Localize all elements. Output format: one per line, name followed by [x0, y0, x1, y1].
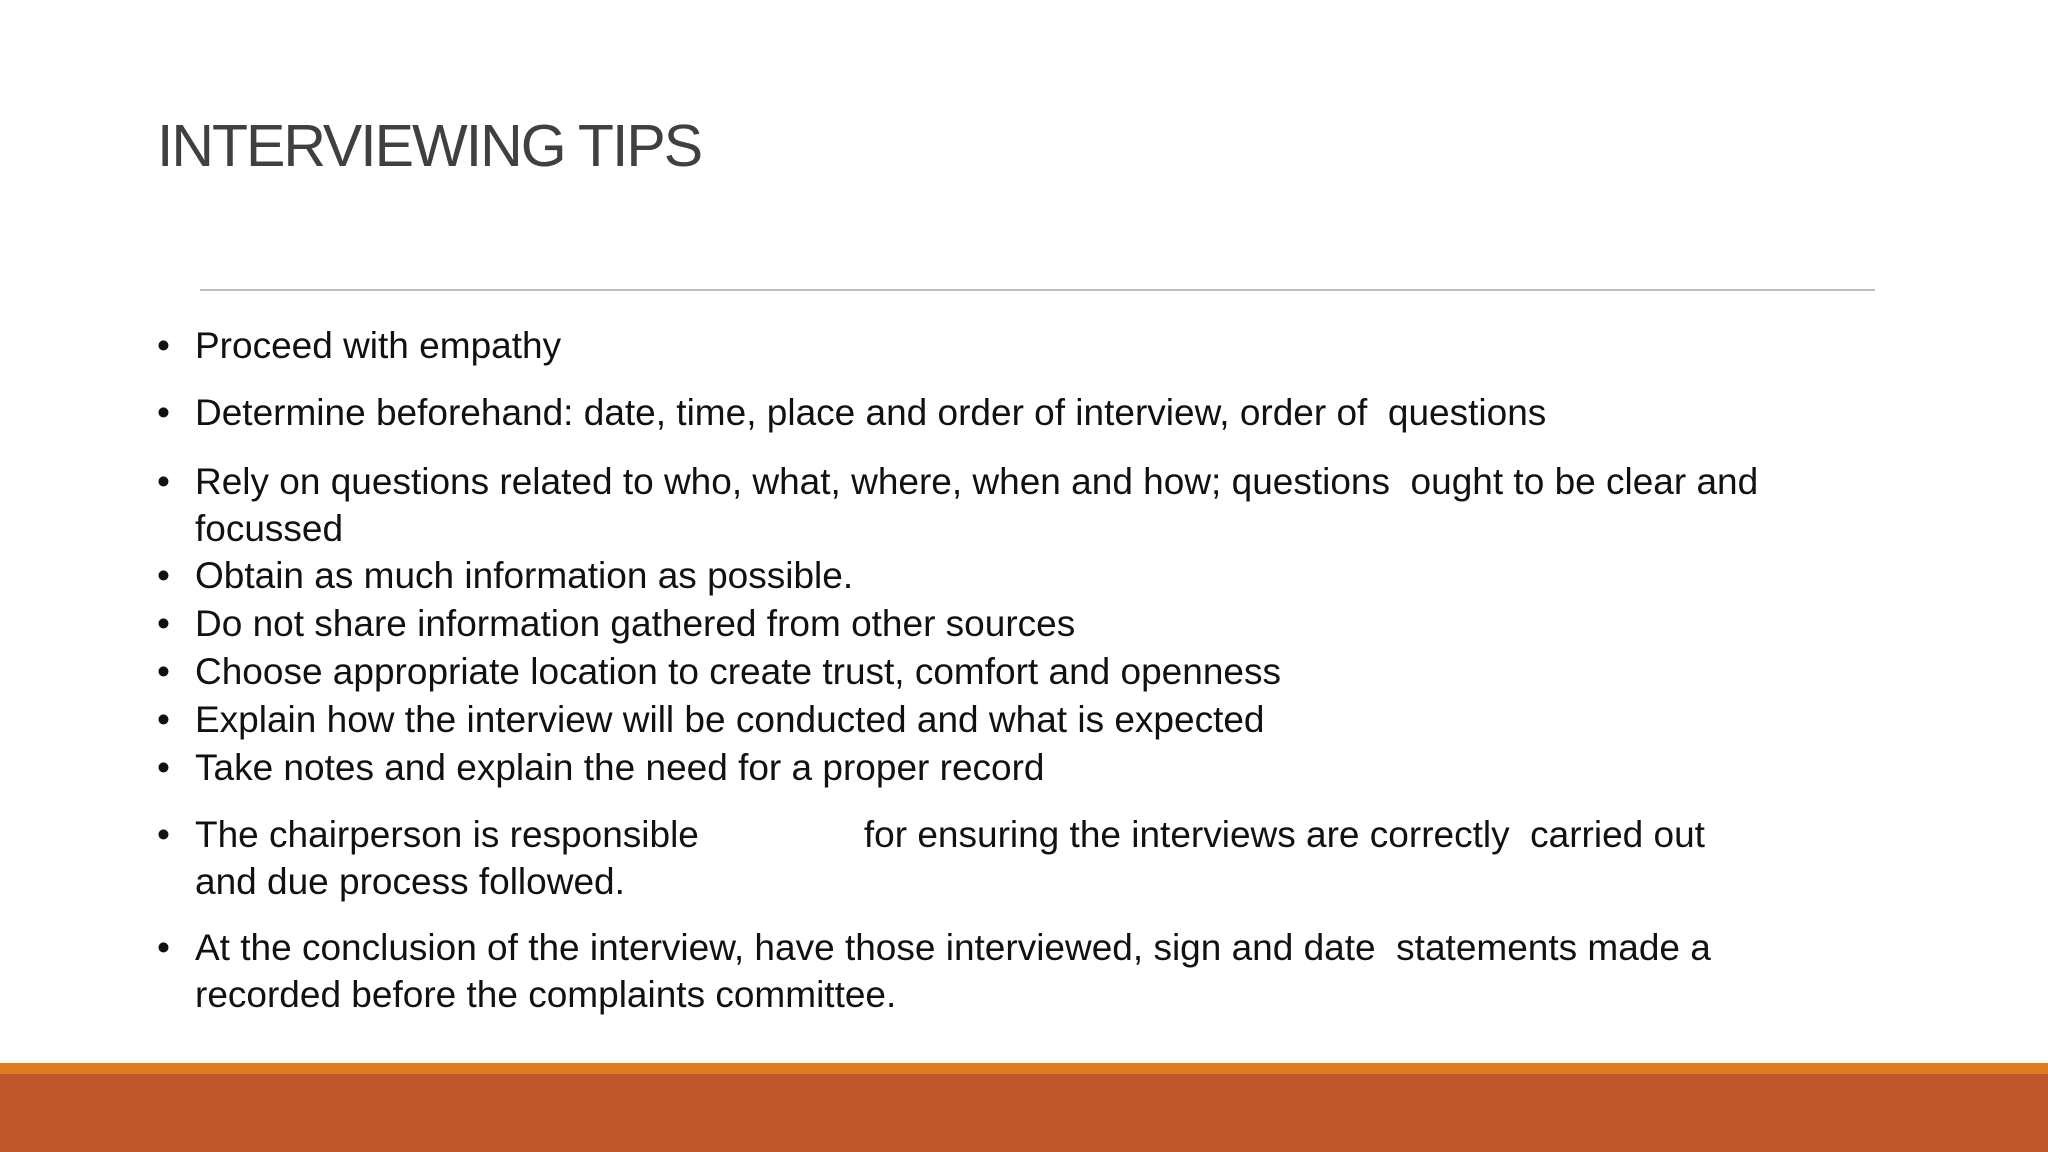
- bullet-text: Take notes and explain the need for a proper record: [195, 747, 1045, 788]
- bullet-dot: •: [157, 325, 170, 366]
- bullet-text: Rely on questions related to who, what, where, when and how; questions ought to be clear and focussed: [195, 461, 1759, 549]
- title-divider: [200, 289, 1875, 291]
- bullet-text: Choose appropriate location to create trust, comfort and openness: [195, 651, 1281, 692]
- bullet-text: Obtain as much information as possible.: [195, 555, 854, 596]
- footer-band: [0, 1074, 2048, 1152]
- bullet-text: [195, 811, 1795, 905]
- footer-accent-stripe: [0, 1063, 2048, 1074]
- bullet-dot: •: [157, 927, 170, 968]
- bullet-dot: •: [157, 603, 170, 644]
- bullet-dot: •: [157, 699, 170, 740]
- bullet-text: Do not share information gathered from other sources: [195, 603, 1076, 644]
- bullet-text: Explain how the interview will be conducted and what is expected: [195, 699, 1265, 740]
- bullet-dot: •: [157, 747, 170, 788]
- bullet-text-continuation: for ensuring the interviews are correctly carried out and due process followed.: [195, 814, 1705, 902]
- bullet-text: At the conclusion of the interview, have those interviewed, sign and date statements made a recorded before the complaints committee.: [195, 927, 1711, 1015]
- bullet-dot: •: [157, 814, 170, 855]
- bullet-dot: •: [157, 461, 170, 502]
- bullet-dot: •: [157, 555, 170, 596]
- bullet-dot: •: [157, 651, 170, 692]
- bullet-dot: •: [157, 392, 170, 433]
- slide-title: INTERVIEWING TIPS: [157, 113, 702, 179]
- bullet-text-start: The chairperson is responsible: [195, 814, 699, 855]
- bullet-text: Proceed with empathy: [195, 325, 562, 366]
- bullet-text: Determine beforehand: date, time, place and order of interview, order of questions: [195, 392, 1547, 433]
